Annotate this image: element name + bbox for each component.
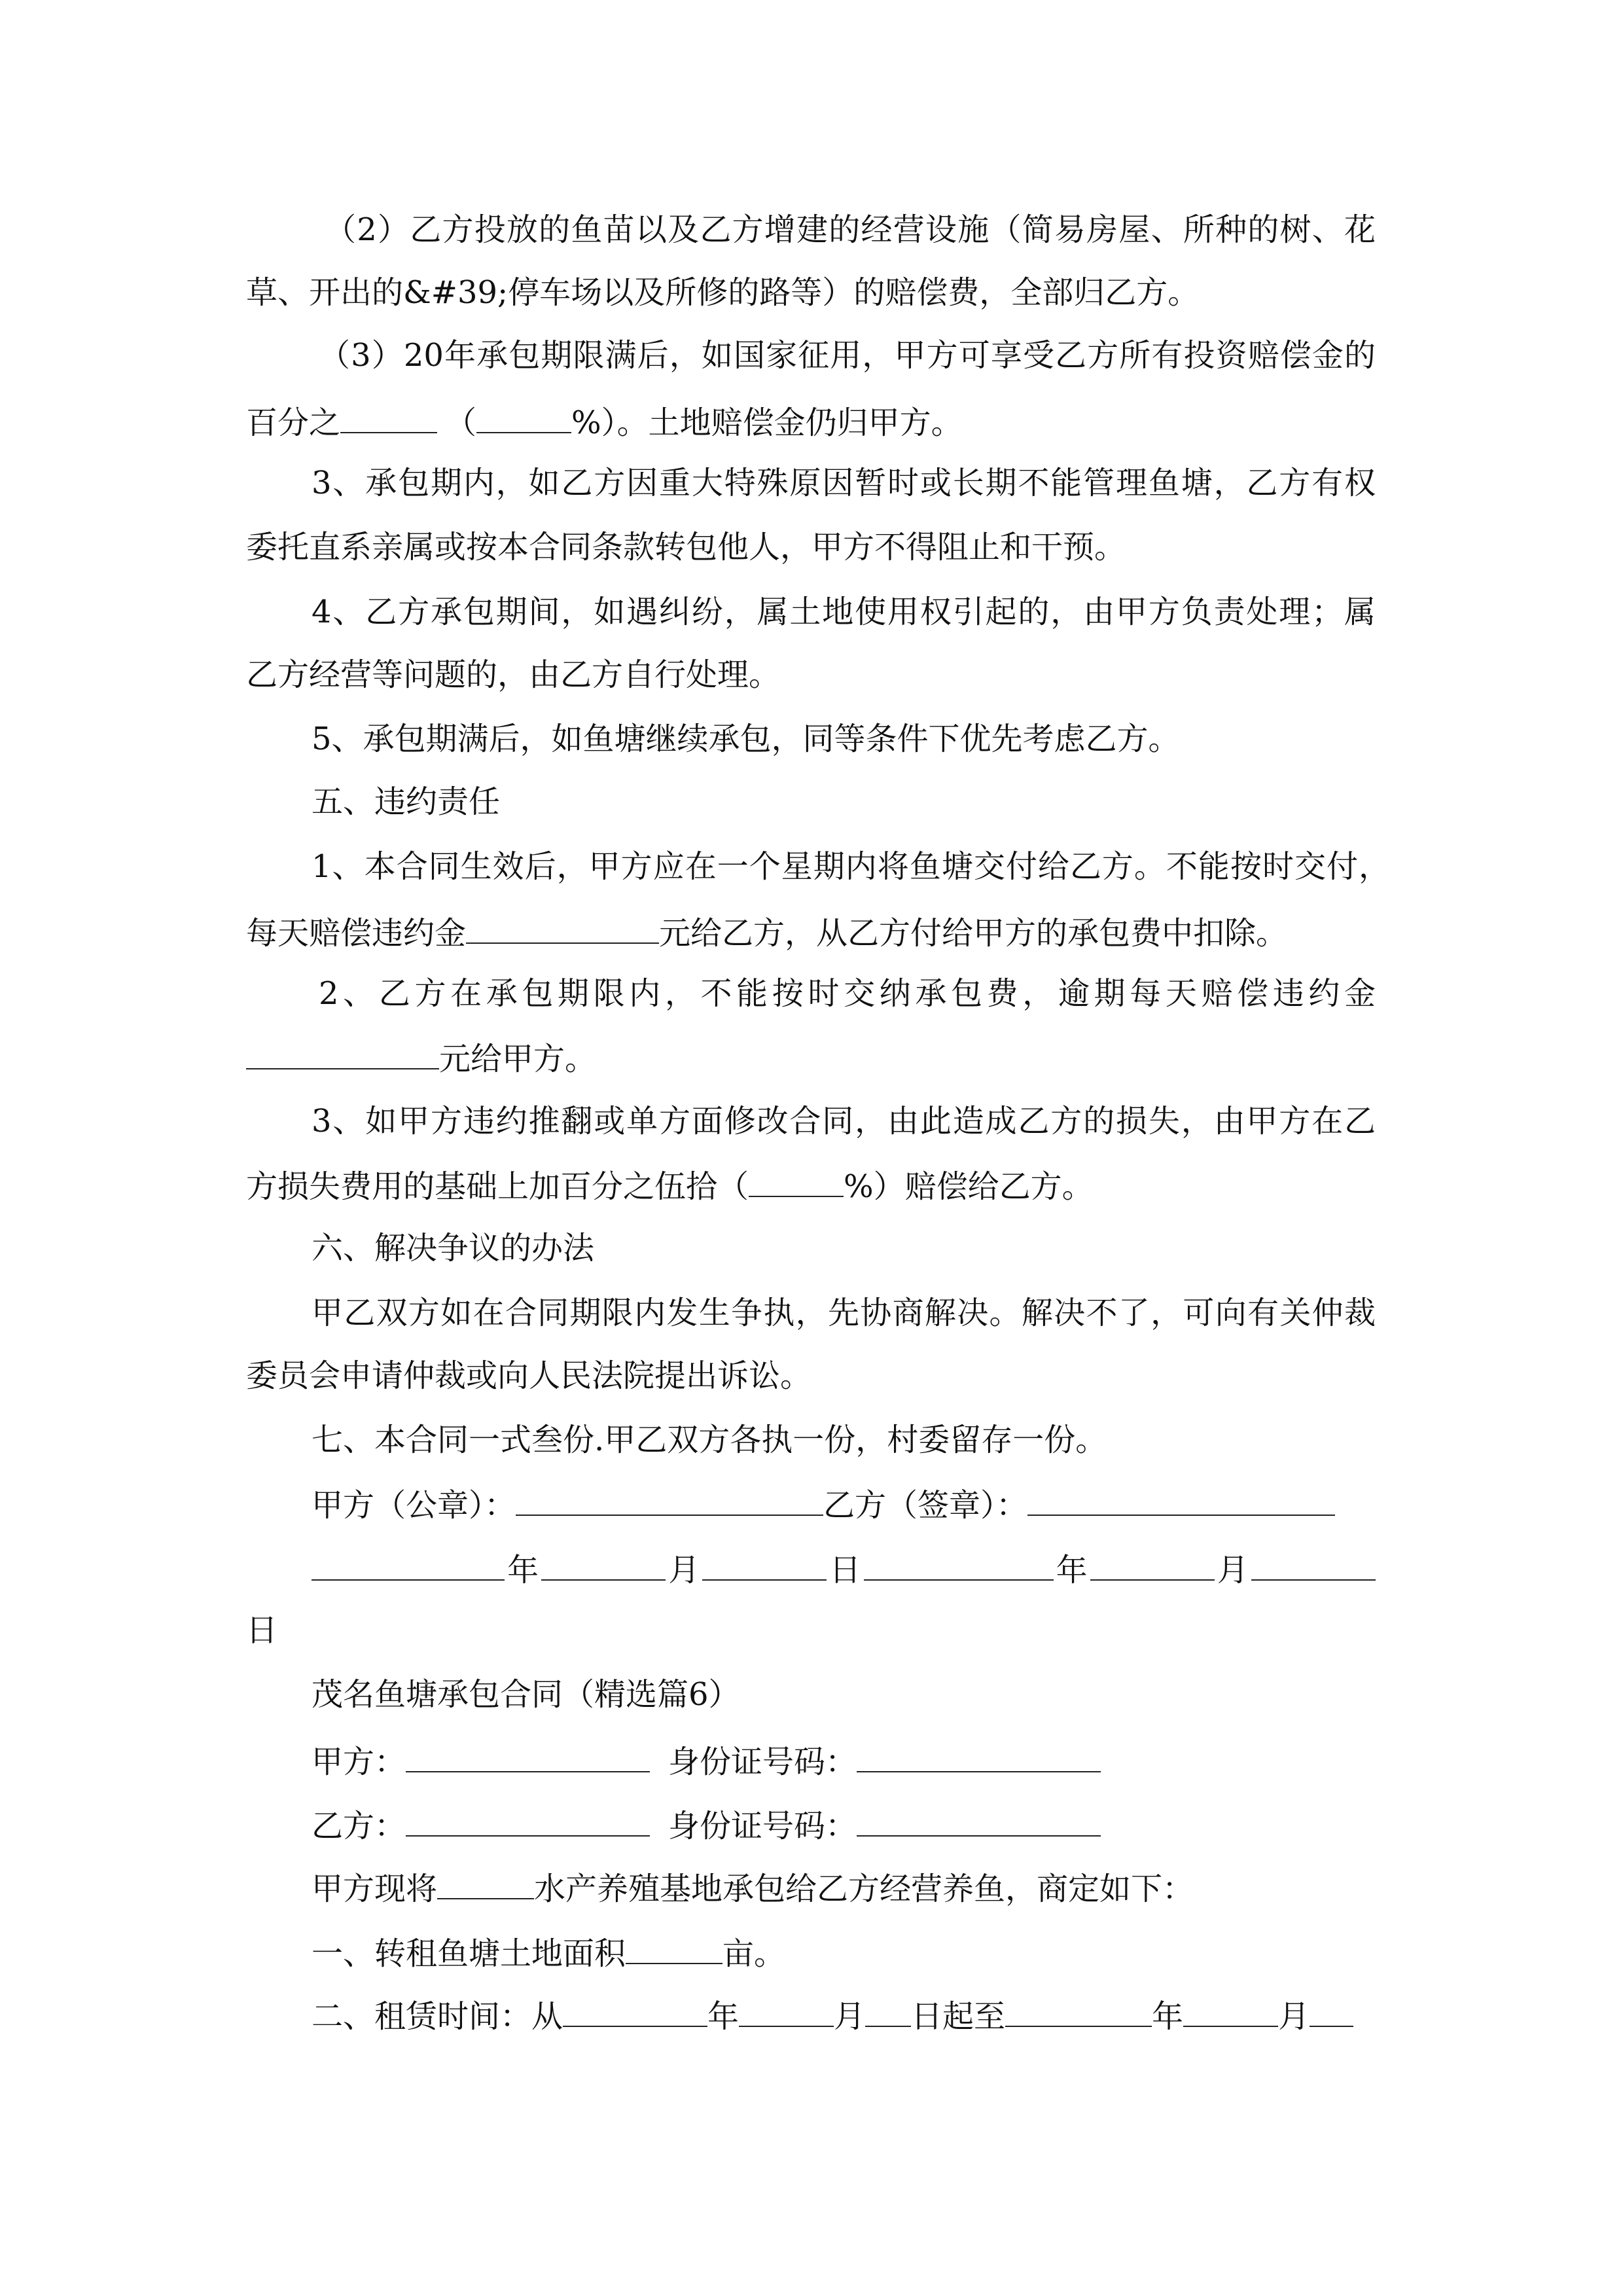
party-b-seal-field <box>1027 1484 1335 1516</box>
text: %）。土地赔偿金仍归甲方。 <box>571 404 963 441</box>
paragraph-line <box>246 912 1288 952</box>
paragraph-line: 甲乙双方如在合同期限内发生争执，先协商解决。解决不了，可向有关仲裁 <box>312 1295 1376 1331</box>
paragraph-line <box>312 1933 786 1972</box>
blank-field <box>857 1805 1101 1837</box>
text: 月 <box>668 1552 700 1588</box>
paragraph-line: 1、本合同生效后，甲方应在一个星期内将鱼塘交付给乙方。不能按时交付， <box>312 848 1390 885</box>
paragraph-line: 2、乙方在承包期限内，不能按时交纳承包费，逾期每天赔偿违约金 <box>319 975 1376 1012</box>
text: 年 <box>1152 1998 1184 2035</box>
party-a-seal-field <box>516 1484 823 1516</box>
text: %）赔偿给乙方。 <box>844 1168 1094 1205</box>
paragraph-line: 草、开出的&#39;停车场以及所修的路等）的赔偿费，全部归乙方。 <box>246 274 1200 311</box>
text: 水产养殖基地承包给乙方经营养鱼，商定如下： <box>534 1871 1194 1907</box>
text: 日 <box>829 1552 861 1588</box>
text: 甲方现将 <box>312 1871 438 1907</box>
paragraph-line <box>312 1868 1194 1905</box>
blank-field <box>864 1549 1054 1581</box>
blank-field <box>476 402 571 433</box>
blank-field <box>541 1549 666 1581</box>
paragraph-line: 3、如甲方违约推翻或单方面修改合同，由此造成乙方的损失，由甲方在乙 <box>312 1103 1376 1139</box>
paragraph-line: （3）20年承包期限满后，如国家征用，甲方可享受乙方所有投资赔偿金的 <box>319 337 1376 374</box>
text: 年 <box>507 1552 539 1588</box>
paragraph-line <box>312 1996 1353 2035</box>
blank-field <box>246 1038 439 1069</box>
party-b-seal-label: 乙方（签章）： <box>823 1487 1028 1524</box>
text: （ <box>445 404 477 441</box>
text: 亩。 <box>722 1935 786 1972</box>
paragraph-line: （2）乙方投放的鱼苗以及乙方增建的经营设施（简易房屋、所种的树、花 <box>325 211 1376 248</box>
blank-field <box>406 1741 650 1772</box>
text: 每天赔偿违约金 <box>246 915 467 952</box>
blank-field <box>739 1996 834 2027</box>
text: 月 <box>1278 1998 1310 2035</box>
paragraph-line: 5、承包期满后，如鱼塘继续承包，同等条件下优先考虑乙方。 <box>312 721 1180 757</box>
section-heading: 六、解决争议的办法 <box>312 1230 595 1266</box>
text: 一、转租鱼塘土地面积 <box>312 1935 626 1972</box>
blank-field <box>1090 1549 1215 1581</box>
paragraph-line: 4、乙方承包期间，如遇纠纷，属土地使用权引起的，由甲方负责处理；属 <box>312 594 1376 630</box>
blank-field <box>1005 1996 1152 2027</box>
party-a-line <box>312 1741 1101 1778</box>
blank-field <box>1310 1996 1353 2027</box>
blank-field <box>626 1933 722 1964</box>
text: 日起至 <box>911 1998 1006 2035</box>
text: 二、租赁时间：从 <box>312 1998 563 2035</box>
blank-field <box>857 1741 1101 1772</box>
blank-field <box>466 912 659 944</box>
blank-field <box>702 1549 827 1581</box>
text: 元给甲方。 <box>439 1041 597 1077</box>
signature-line <box>312 1484 1335 1524</box>
party-a-seal-label: 甲方（公章）： <box>312 1487 516 1524</box>
blank-field <box>865 1996 911 2027</box>
blank-field <box>437 1868 534 1899</box>
text: 月 <box>1217 1552 1249 1588</box>
text: 月 <box>834 1998 866 2035</box>
paragraph-line <box>246 1166 1094 1205</box>
paragraph-line <box>246 1038 596 1075</box>
blank-field <box>749 1166 844 1197</box>
text: 年 <box>707 1998 740 2035</box>
text: 乙方： <box>312 1808 406 1844</box>
text: 元给乙方，从乙方付给甲方的承包费中扣除。 <box>659 915 1288 952</box>
text: 身份证号码： <box>668 1808 857 1844</box>
paragraph-line: 委托直系亲属或按本合同条款转包他人，甲方不得阻止和干预。 <box>246 529 1126 565</box>
text: 百分之 <box>246 404 341 441</box>
blank-field <box>1183 1996 1278 2027</box>
blank-field <box>312 1549 505 1581</box>
paragraph-line: 七、本合同一式叁份.甲乙双方各执一份，村委留存一份。 <box>312 1422 1107 1458</box>
paragraph-line <box>246 402 963 439</box>
blank-field <box>340 402 437 433</box>
blank-field <box>563 1996 707 2027</box>
text: 年 <box>1056 1552 1088 1588</box>
section-heading: 五、违约责任 <box>312 783 501 820</box>
party-b-line <box>312 1805 1101 1842</box>
blank-field <box>1251 1549 1376 1581</box>
text: 身份证号码： <box>668 1744 857 1780</box>
paragraph-line: 委员会申请仲裁或向人民法院提出诉讼。 <box>246 1357 812 1394</box>
section-title: 茂名鱼塘承包合同（精选篇6） <box>312 1676 740 1713</box>
text: 日 <box>246 1612 278 1649</box>
text: 甲方： <box>312 1744 406 1780</box>
paragraph-line: 乙方经营等问题的，由乙方自行处理。 <box>246 656 781 693</box>
paragraph-line: 3、承包期内，如乙方因重大特殊原因暂时或长期不能管理鱼塘，乙方有权 <box>312 465 1376 501</box>
blank-field <box>406 1805 650 1837</box>
date-line <box>312 1549 1376 1586</box>
text: 方损失费用的基础上加百分之伍拾（ <box>246 1168 749 1205</box>
